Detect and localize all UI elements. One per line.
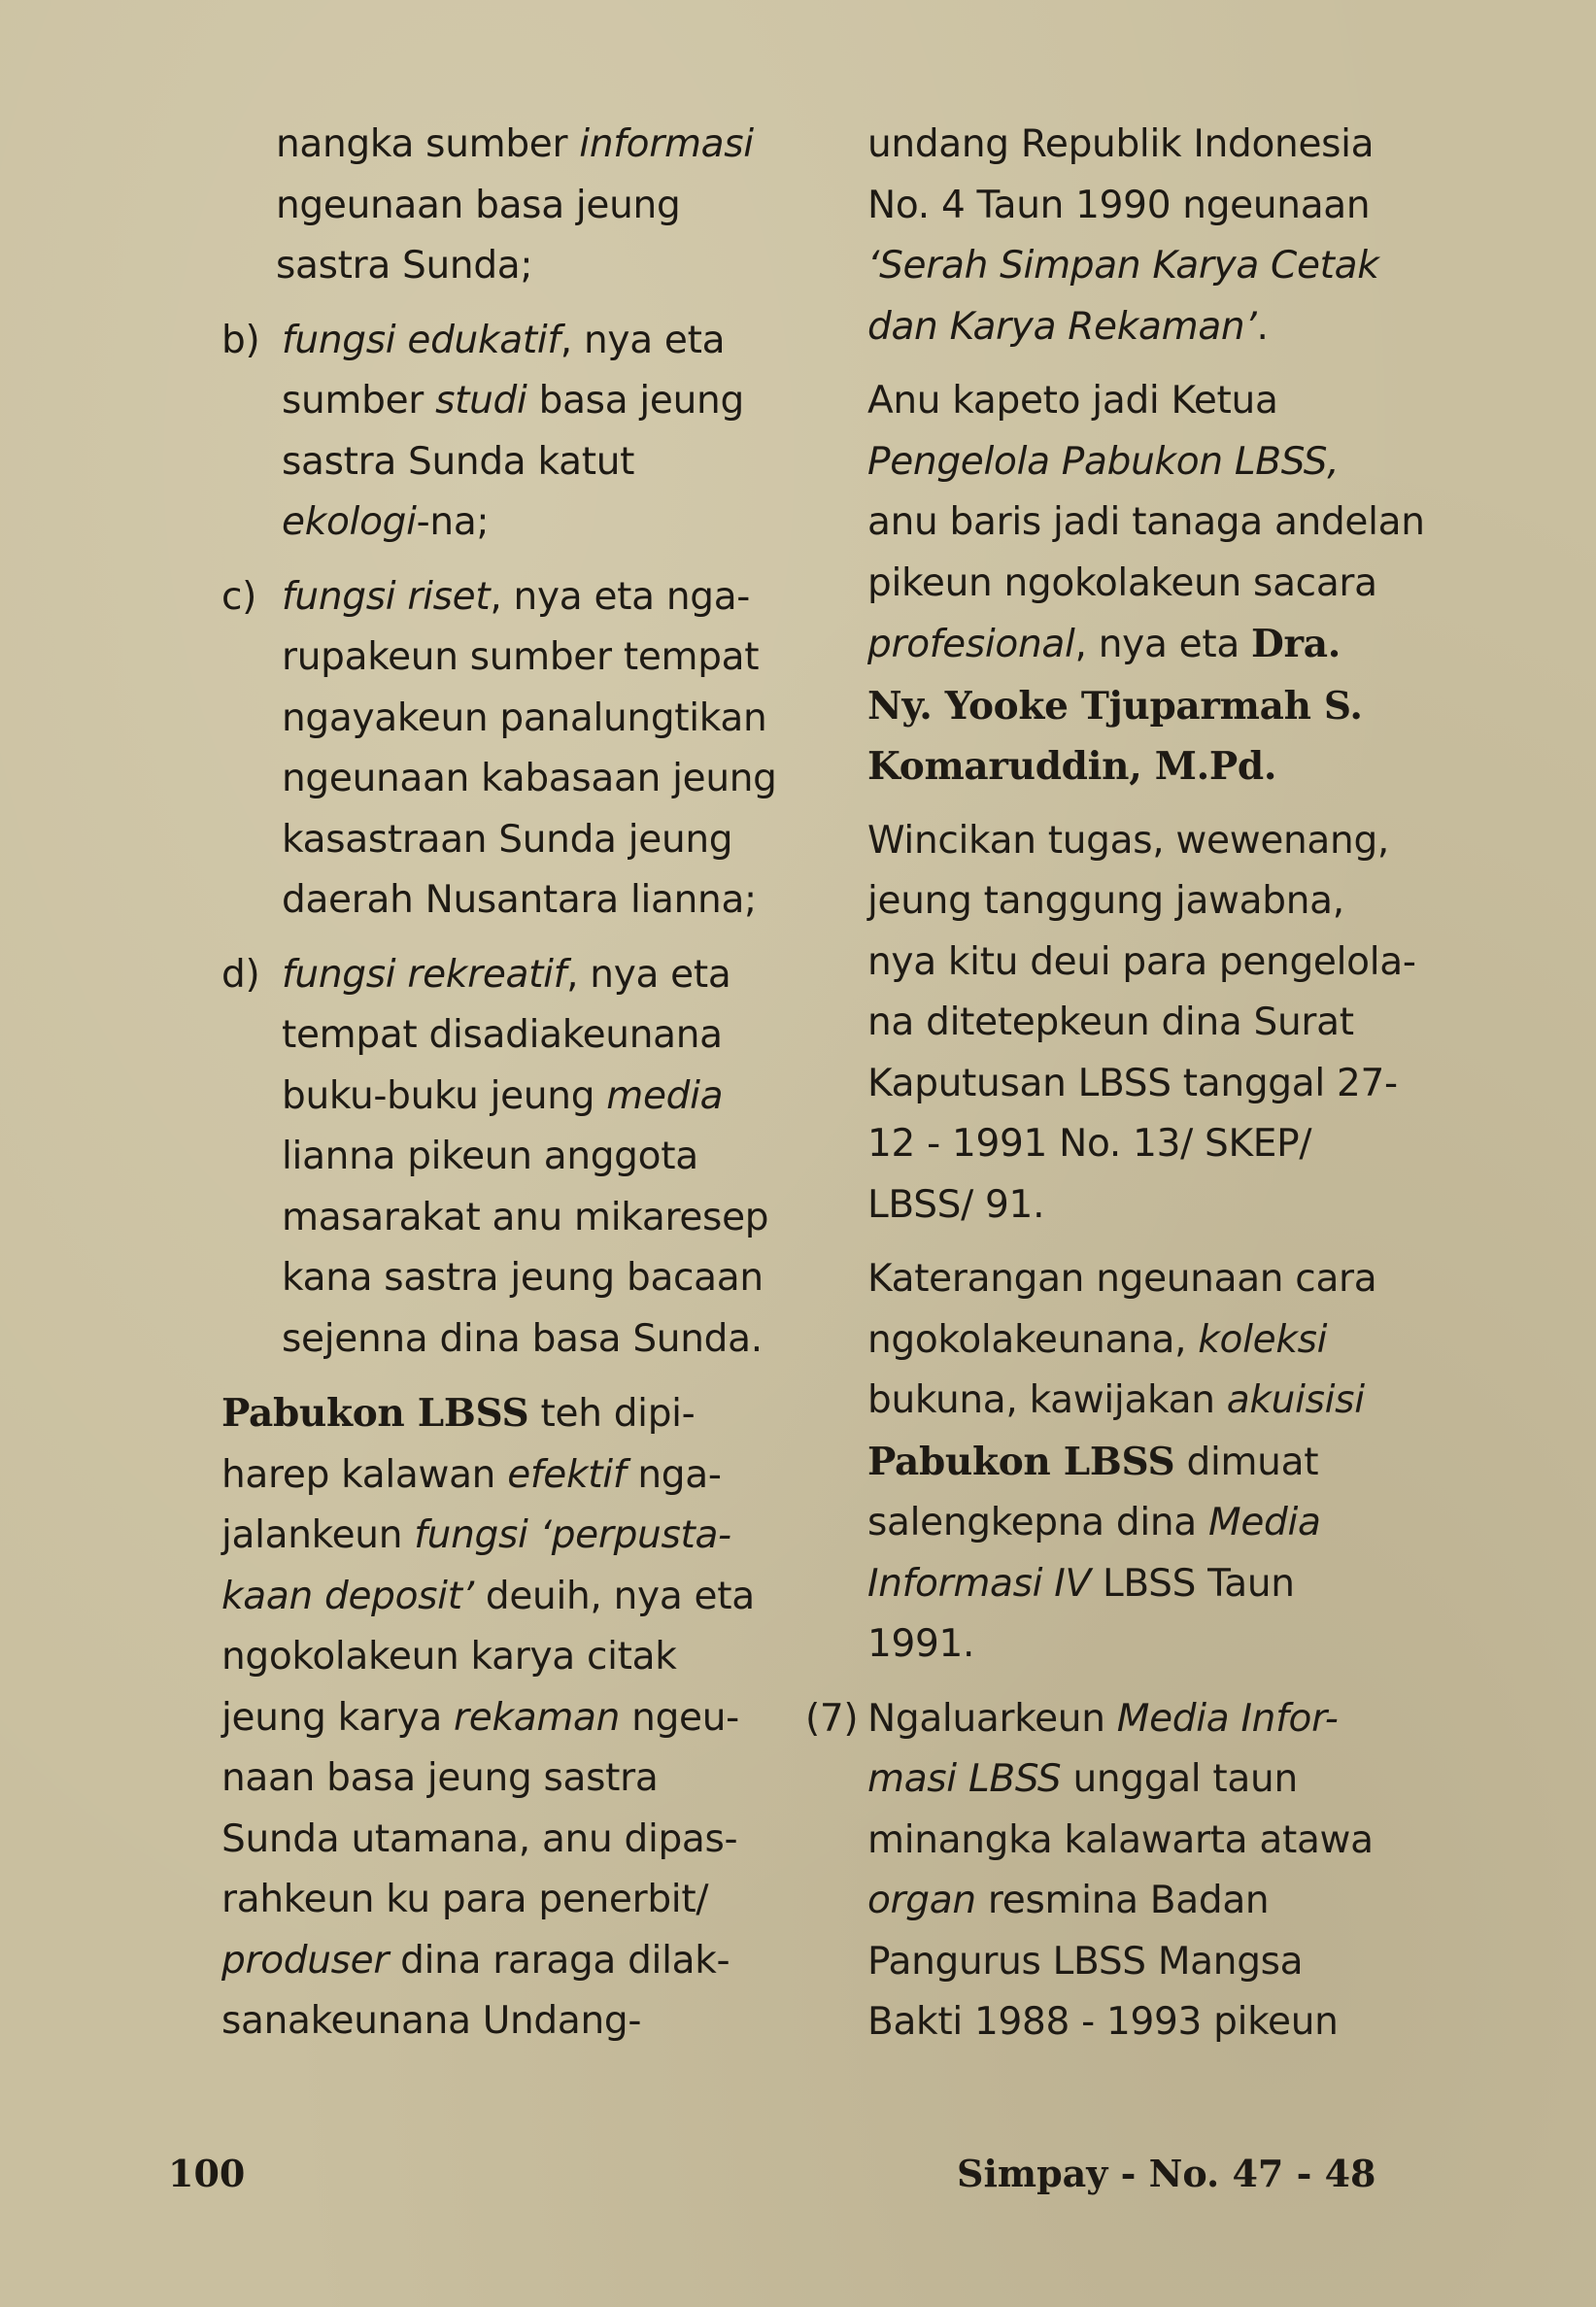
text-line: rupakeun sumber tempat [282, 635, 760, 679]
text-line: anu baris jadi tanaga andelan [867, 500, 1425, 544]
text-line: Sunda utamana, anu dipas- [221, 1816, 738, 1861]
text-line: fungsi edukatif, nya eta [282, 318, 726, 362]
text-line: 1991. [867, 1622, 975, 1666]
text-line: ngeunaan kabasaan jeung [282, 757, 777, 800]
text-line: Wincikan tugas, wewenang, [867, 818, 1389, 863]
text-line: ngokolakeunana, koleksi [867, 1317, 1328, 1362]
text-line: naan basa jeung sastra [221, 1756, 659, 1800]
text-line: jeung karya rekaman ngeu- [221, 1695, 739, 1740]
text-line: kasastraan Sunda jeung [282, 817, 733, 862]
text-line: Bakti 1988 - 1993 pikeun [867, 2000, 1339, 2044]
text-line: Ny. Yooke Tjuparmah S. [867, 683, 1363, 729]
text-line: sastra Sunda katut [282, 439, 635, 484]
list-item-c [221, 567, 795, 932]
left-column [221, 115, 795, 2053]
text-line: Kaputusan LBSS tanggal 27- [867, 1061, 1398, 1105]
text-line: Informasi IV LBSS Taun [867, 1561, 1295, 1606]
text-line: Pabukon LBSS teh dipi- [221, 1391, 696, 1436]
text-line: fungsi rekreatif, nya eta [282, 952, 731, 997]
text-line: jalankeun fungsi ‘perpusta- [221, 1513, 731, 1557]
paragraph-wincikan [867, 811, 1416, 1237]
list-item-d [221, 945, 795, 1371]
text-line: nangka sumber informasi [276, 122, 754, 166]
text-line: daerah Nusantara lianna; [282, 878, 757, 922]
list-continuation [221, 115, 795, 297]
paragraph-undang [867, 115, 1411, 357]
text-line: minangka kalawarta atawa [867, 1817, 1374, 1862]
text-line: rahkeun ku para penerbit/ [221, 1878, 709, 1921]
text-line: Pangurus LBSS Mangsa [867, 1939, 1304, 1984]
text-line: organ resmina Badan [867, 1879, 1270, 1922]
text-line: ngeunaan basa jeung [276, 183, 681, 227]
text-line: profesional, nya eta Dra. [867, 622, 1341, 666]
text-line: kana sastra jeung bacaan [282, 1256, 764, 1300]
list-marker: d) [221, 952, 260, 997]
text-line: produser dina raraga dilak- [221, 1938, 730, 1983]
text-line: bukuna, kawijakan akuisisi [867, 1378, 1365, 1422]
text-line: Pabukon LBSS dimuat [867, 1439, 1319, 1484]
list-item-b [221, 311, 795, 554]
list-marker: c) [221, 574, 257, 619]
text-line: lianna pikeun anggota [282, 1135, 698, 1178]
text-line: LBSS/ 91. [867, 1182, 1045, 1227]
paragraph-ketua [867, 371, 1425, 797]
text-line: 12 - 1991 No. 13/ SKEP/ [867, 1122, 1312, 1166]
running-title: Simpay - No. 47 - 48 [957, 2152, 1376, 2195]
text-line: na ditetepkeun dina Surat [867, 1001, 1354, 1044]
paragraph-pabukon [221, 1383, 795, 2053]
page-number: 100 [168, 2152, 246, 2195]
text-line: buku-buku jeung media [282, 1073, 724, 1118]
text-line: ekologi-na; [282, 500, 490, 544]
text-line: fungsi riset, nya eta nga- [282, 574, 751, 619]
text-line: masarakat anu mikaresep [282, 1195, 769, 1239]
text-line: Anu kapeto jadi Ketua [867, 379, 1278, 423]
text-line: harep kalawan efektif nga- [221, 1452, 722, 1497]
text-line: undang Republik Indonesia [867, 122, 1375, 166]
text-line: Pengelola Pabukon LBSS, [867, 439, 1340, 484]
text-line: sastra Sunda; [276, 244, 533, 288]
list-item-7 [805, 1689, 1411, 2053]
list-marker: b) [221, 318, 260, 362]
text-line: dan Karya Rekaman’. [867, 304, 1269, 349]
text-line: sumber studi basa jeung [282, 379, 744, 423]
text-line: Ngaluarkeun Media Infor- [867, 1696, 1339, 1741]
text-line: tempat disadiakeunana [282, 1013, 723, 1057]
text-line: masi LBSS unggal taun [867, 1757, 1298, 1801]
text-line: pikeun ngokolakeun sacara [867, 560, 1377, 605]
text-line: salengkepna dina Media [867, 1501, 1321, 1544]
text-line: ‘Serah Simpan Karya Cetak [867, 244, 1379, 288]
text-line: sanakeunana Undang- [221, 1999, 642, 2043]
paragraph-katerangan [867, 1249, 1411, 1676]
text-line: Komaruddin, M.Pd. [867, 744, 1277, 789]
list-marker: (7) [805, 1696, 859, 1741]
text-line: ngayakeun panalungtikan [282, 695, 767, 740]
text-line: nya kitu deui para pengelola- [867, 939, 1416, 984]
text-line: jeung tanggung jawabna, [867, 879, 1344, 923]
text-line: kaan deposit’ deuih, nya eta [221, 1574, 755, 1618]
text-line: sejenna dina basa Sunda. [282, 1316, 763, 1361]
right-column [805, 115, 1425, 2053]
text-line: No. 4 Taun 1990 ngeunaan [867, 183, 1371, 227]
text-line: Katerangan ngeunaan cara [867, 1257, 1377, 1301]
text-line: ngokolakeun karya citak [221, 1635, 677, 1679]
